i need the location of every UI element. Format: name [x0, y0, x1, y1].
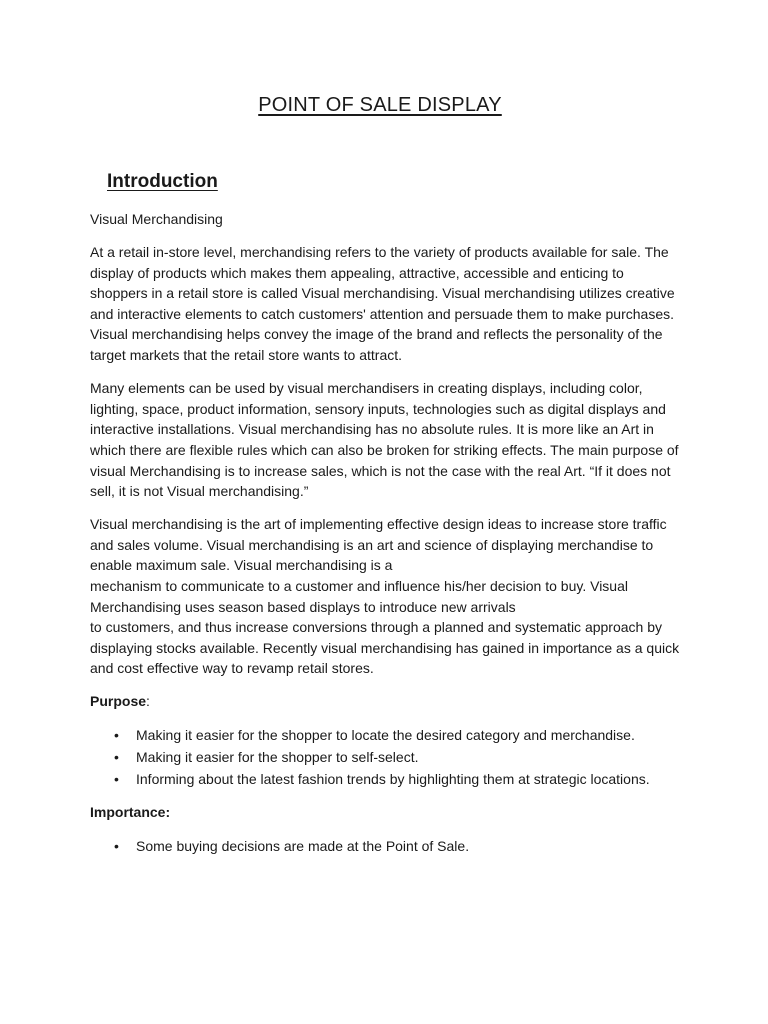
paragraph-3	[90, 514, 680, 679]
document-body	[90, 209, 680, 869]
bullet-icon: •	[114, 748, 119, 765]
purpose-item	[90, 769, 680, 790]
purpose-item-text: Making it easier for the shopper to self-select.	[136, 748, 419, 765]
subtitle-visual-merchandising: Visual Merchandising	[90, 211, 223, 227]
purpose-item-text: Making it easier for the shopper to locate the desired category and merchandise.	[136, 726, 635, 743]
purpose-label: Purpose	[90, 693, 147, 710]
bullet-icon: •	[114, 771, 119, 788]
document-title: POINT OF SALE DISPLAY	[258, 94, 502, 116]
paragraph-3-line-1: Visual merchandising is the art of implementing effective design ideas to increase store traffic and sales volume. Visual merchandising is an art and science of displaying merchandise to enable maximum sale. Visual merchandising is a	[90, 516, 667, 574]
paragraph-1: At a retail in-store level, merchandising refers to the variety of products available for sale. The display of products which makes them appealing, attractive, accessible and enticing to shoppers in a retail store is called Visual merchandising. Visual merchandising utilizes creative and interactive elements to catch customers' attention and persuade them to make purchases. Visual merchandising helps convey the image of the brand and reflects the personality of the target markets that the retail store wants to attract.	[90, 244, 675, 364]
introduction-heading: Introduction	[107, 171, 218, 192]
bullet-icon: •	[114, 726, 119, 743]
purpose-heading	[90, 691, 680, 712]
purpose-list	[90, 725, 680, 790]
purpose-item-text: Informing about the latest fashion trends by highlighting them at strategic locations.	[136, 771, 650, 788]
purpose-colon: :	[146, 693, 150, 710]
importance-list	[90, 836, 680, 857]
paragraph-3-line-2: mechanism to communicate to a customer and influence his/her decision to buy. Visual Merchandising uses season based displays to introduce new arrivals	[90, 578, 628, 615]
paragraph-3-line-3: to customers, and thus increase conversions through a planned and systematic approach by displaying stocks available. Recently visual merchandising has gained in importance as a quick and cost effective way to revamp retail stores.	[90, 619, 680, 677]
importance-item	[90, 836, 680, 857]
importance-item-text: Some buying decisions are made at the Point of Sale.	[136, 837, 470, 854]
purpose-item	[90, 747, 680, 768]
paragraph-2: Many elements can be used by visual merchandisers in creating displays, including color, lighting, space, product information, sensory inputs, technologies such as digital displays and interactive installations. Visual merchandising has no absolute rules. It is more like an Art in which there are flexible rules which can also be broken for striking effects. The main purpose of visual Merchandising is to increase sales, which is not the case with the real Art. “If it does not sell, it is not Visual merchandising.”	[90, 380, 679, 500]
purpose-item	[90, 725, 680, 746]
bullet-icon: •	[114, 837, 119, 854]
importance-label: Importance:	[90, 804, 171, 821]
importance-heading	[90, 802, 680, 823]
